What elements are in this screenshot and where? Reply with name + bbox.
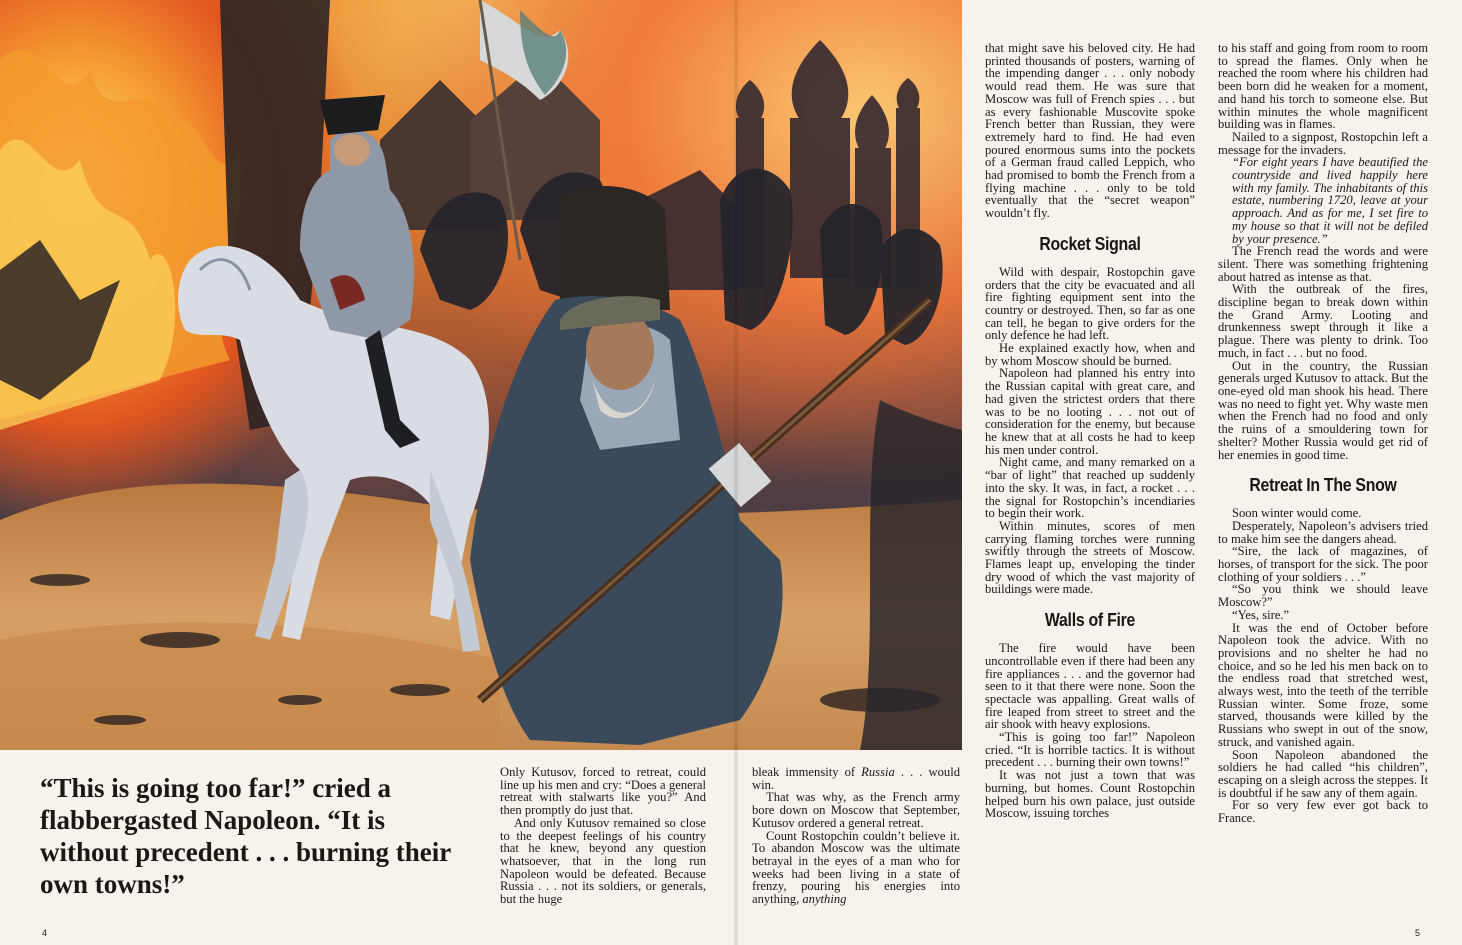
quoted-message: “For eight years I have beautified the countryside and lived happily here with my family. The inhabitants of this estate, numbering 1720, leave at your approach. And as for me, I set fire to my house so that it will not be defiled by your presence.” <box>1232 155 1428 246</box>
paragraph: Napoleon had planned his entry into the Russian capital with great care, and had given the strictest orders that there was to be no looting . . . not out of consideration for the enemy, but because he knew that at all costs he had to keep his men under control. <box>985 366 1195 457</box>
text-column-right-page-1 <box>985 42 1195 820</box>
paragraph: “This is going too far!” Napoleon cried. “It is horrible tactics. It is without precedent . . . burning their own towns!” <box>985 730 1195 770</box>
section-heading: Retreat In The Snow <box>1249 475 1397 496</box>
paragraph: It was the end of October before Napoleon took the advice. With no provisions and no shelter he had no choice, and so he led his men back on to the endless road that stretched west, always west, into the teeth of the terrible Russian winter. Some froze, some starved, thousands were killed by the Russians who swept in out of the snow, struck, and vanished again. <box>1218 620 1428 749</box>
paragraph: And only Kutusov remained so close to the deepest feelings of his country that he knew, beyond any question whatsoever, that in the long run Napoleon would be defeated. Because Russia . . . not its soldiers, or generals, but the huge <box>500 815 706 907</box>
paragraph: He explained exactly how, when and by whom Moscow should be burned. <box>985 341 1195 368</box>
text-run: bleak immensity of <box>752 765 862 779</box>
pull-quote: “This is going too far!” cried a flabbergasted Napoleon. “It is without precedent . . . burning their own towns!” <box>40 773 451 899</box>
paragraph: Out in the country, the Russian generals urged Kutusov to attack. But the one-eyed old man shook his head. There was no need to fight yet. Why waste men when the French had no food and only the ruins of a smouldering town for shelter? Mother Russia would get rid of her enemies in good time. <box>1218 358 1428 462</box>
paragraph: With the outbreak of the fires, discipline began to break down within the Grand Army. Looting and drunkenness swept through it like a plague. There was plenty to drink. Too much, in fact . . . but no food. <box>1218 282 1428 360</box>
paragraph: The French read the words and were silent. There was something frightening about hatred as intense as that. <box>1218 244 1428 284</box>
page-number-right: 5 <box>1415 928 1421 938</box>
section-heading: Walls of Fire <box>1044 610 1136 631</box>
paragraph: That was why, as the French army bore down on Moscow that September, Kutusov ordered a general retreat. <box>752 790 960 830</box>
paragraph: It was not just a town that was burning, but homes. Count Rostopchin helped burn his own palace, just outside Moscow, issuing torches <box>985 768 1195 821</box>
paragraph: Night came, and many remarked on a “bar of light” that reached up suddenly into the sky. It was, in fact, a rocket . . . the signal for Rostopchin’s incendiaries to begin their work. <box>985 455 1195 521</box>
page-gutter <box>733 0 739 945</box>
text-column-bottom-left <box>500 766 706 906</box>
paragraph: Wild with despair, Rostopchin gave orders that the city be evacuated and all fire fighting equipment sent into the country or destroyed. Then, so far as one can tell, he began to give orders for the only defence he had left. <box>985 264 1195 343</box>
text-run: Count Rostopchin couldn’t believe it. To abandon Moscow was the ultimate betrayal in the eyes of a man who for weeks had been living in a state of frenzy, pouring his energies into anything, <box>752 828 960 907</box>
paragraph <box>752 830 960 906</box>
paragraph: “So you think we should leave Moscow?” <box>1218 582 1428 610</box>
paragraph: to his staff and going from room to room to spread the flames. Only when he reached the room where his children had been born did he weaken for a moment, and hand his torch to someone else. But within minutes the whole magnificent building was in flames. <box>1218 41 1428 132</box>
paragraph: The fire would have been uncontrollable even if there had been any fire appliances . . . and the governor had seen to it that there were none. Soon the spectacle was appalling. Great walls of fire leaped from street to street and the air shook with heavy explosions. <box>985 641 1195 732</box>
italic-run: anything <box>802 892 847 907</box>
paragraph: Within minutes, scores of men carrying flaming torches were running swiftly through the streets of Moscow. Flames leapt up, enveloping the tinder dry wood of which the vast majority of buildings were made. <box>985 518 1195 597</box>
text-column-right-page-2 <box>1218 42 1428 825</box>
paragraph: that might save his beloved city. He had printed thousands of posters, warning of the impending danger . . . only nobody would read them. He was sure that Moscow was full of French spies . . . but as every fashionable Muscovite spoke French better than Russian, they were extremely hard to find. He had even poured enormous sums into the pockets of a German fraud called Leppich, who had promised to bomb the French from a flying machine . . . only to be told eventually that the “secret weapon” wouldn’t fly. <box>985 41 1195 221</box>
paragraph: Only Kutusov, forced to retreat, could line up his men and cry: “Does a general retreat with stalwarts like you?” And then promptly do just that. <box>500 765 706 818</box>
paragraph: For so very few ever got back to France. <box>1218 798 1428 826</box>
paragraph: Nailed to a signpost, Rostopchin left a message for the invaders. <box>1218 129 1428 157</box>
text-run: . . . would win. <box>752 765 960 792</box>
paragraph: Soon Napoleon abandoned the soldiers he had called “his children”, escaping on a sleigh across the steppes. It is doubtful if he saw any of them again. <box>1218 747 1428 800</box>
paragraph <box>752 766 960 791</box>
paragraph: Desperately, Napoleon’s advisers tried to make him see the dangers ahead. <box>1218 518 1428 546</box>
text-column-bottom-right <box>752 766 960 906</box>
italic-run: Russia <box>861 765 895 779</box>
paragraph: “Yes, sire.” <box>1232 607 1290 622</box>
section-heading: Rocket Signal <box>1039 233 1141 254</box>
paragraph: “Sire, the lack of magazines, of horses, of transport for the sick. The poor clothing of your soldiers . . .” <box>1218 544 1428 584</box>
page-number-left: 4 <box>42 928 48 938</box>
paragraph: Soon winter would come. <box>1232 506 1362 521</box>
